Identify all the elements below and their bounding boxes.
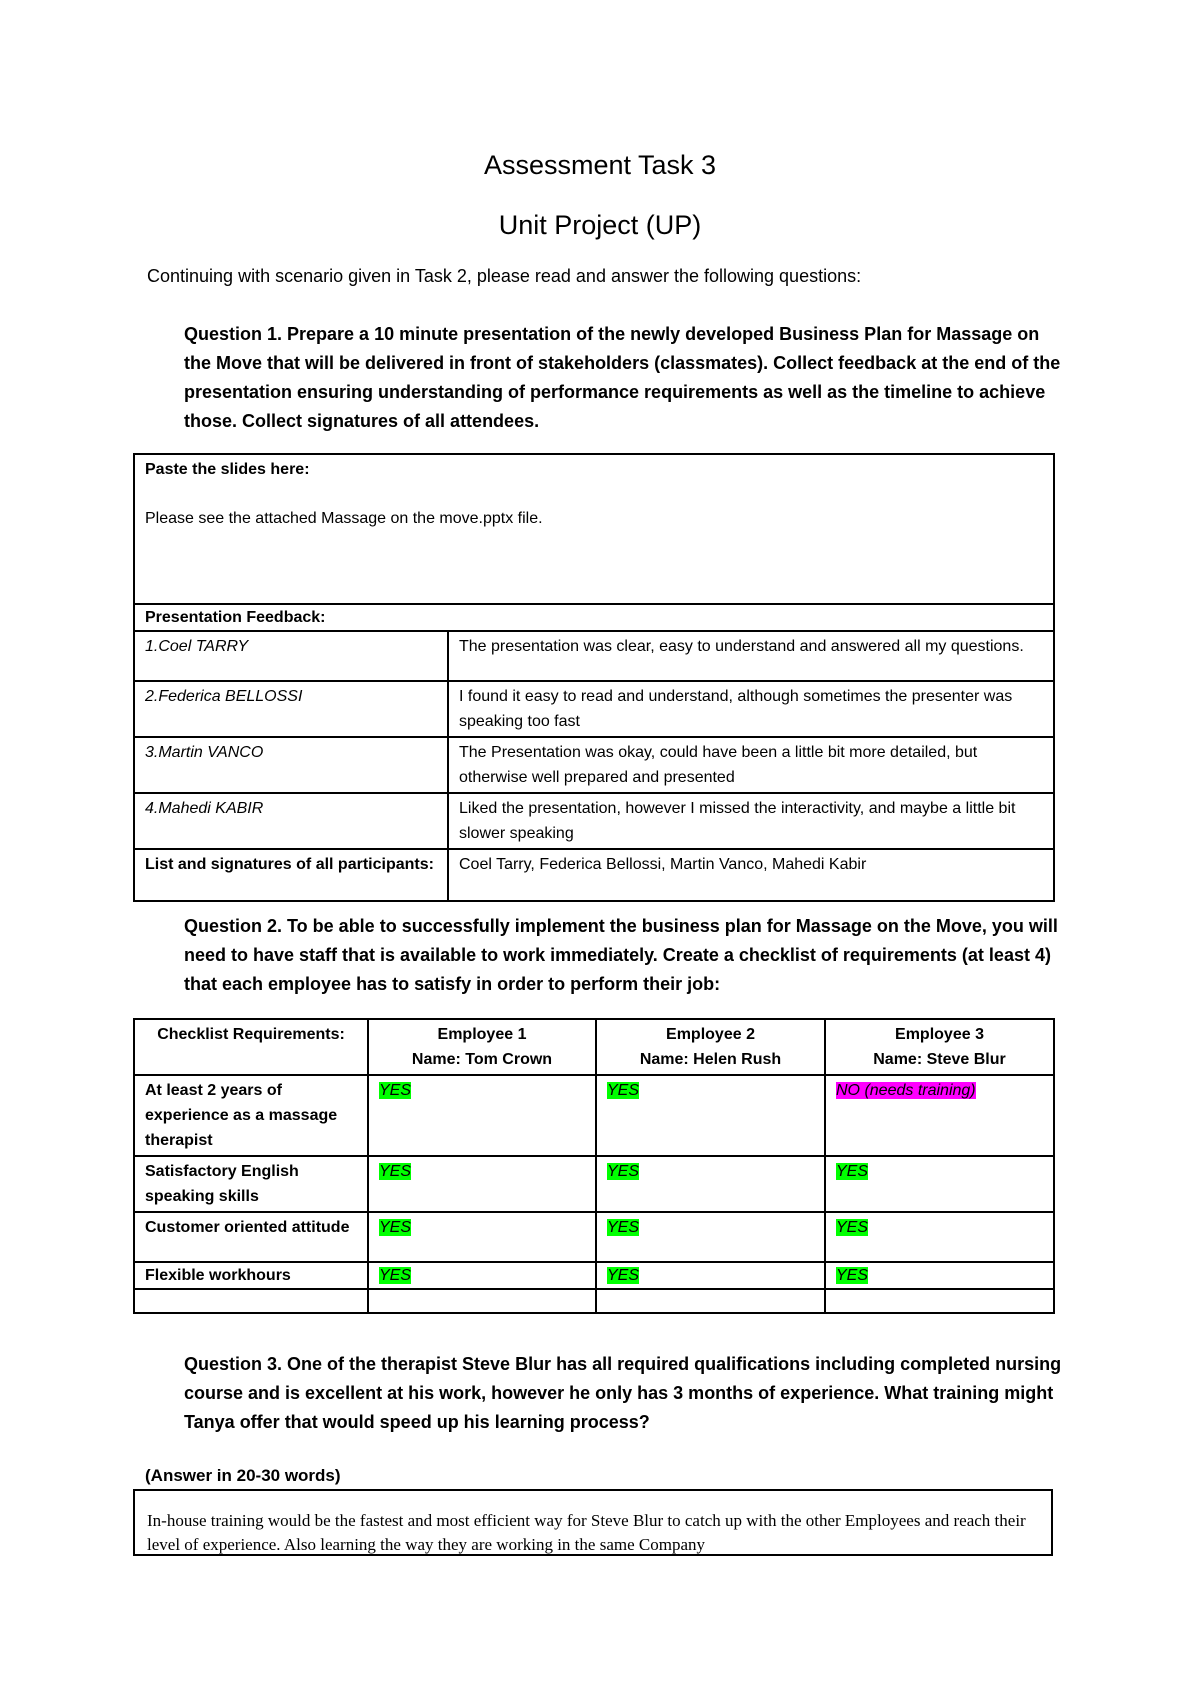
empty-cell[interactable]: [134, 1289, 368, 1313]
intro-text: Continuing with scenario given in Task 2, please read and answer the following questions:: [147, 266, 862, 286]
employee-1-header: [368, 1019, 596, 1075]
check-value: YES: [836, 1219, 869, 1236]
feedback-label: Presentation Feedback:: [134, 604, 1054, 631]
check-cell[interactable]: [596, 1212, 825, 1262]
requirement-label: At least 2 years of experience as a massage therapist: [134, 1075, 368, 1156]
check-value: YES: [607, 1267, 640, 1284]
check-cell[interactable]: [368, 1156, 596, 1212]
feedback-row: [134, 681, 1054, 737]
check-cell[interactable]: [368, 1075, 596, 1156]
feedback-comment[interactable]: I found it easy to read and understand, although sometimes the presenter was speaking too fast: [448, 681, 1054, 737]
question-3-text: Question 3. One of the therapist Steve Blur has all required qualifications including completed nursing course and is excellent at his work, however he only has 3 months of experience. What training might Tanya offer that would speed up his learning process?: [184, 1354, 1062, 1432]
slides-row: [134, 454, 1054, 604]
requirement-label: Satisfactory English speaking skills: [134, 1156, 368, 1212]
signatures-value[interactable]: Coel Tarry, Federica Bellossi, Martin Vanco, Mahedi Kabir: [448, 849, 1054, 901]
checklist-header-label: Checklist Requirements:: [134, 1019, 368, 1075]
check-value: YES: [836, 1163, 869, 1180]
feedback-comment[interactable]: The presentation was clear, easy to understand and answered all my questions.: [448, 631, 1054, 681]
checklist-row: [134, 1075, 1054, 1156]
slides-note: Please see the attached Massage on the move.pptx file.: [145, 510, 543, 527]
check-cell[interactable]: [368, 1212, 596, 1262]
page-title: Assessment Task 3: [483, 150, 717, 180]
requirement-label: Flexible workhours: [134, 1262, 368, 1289]
question-1-table: [133, 453, 1055, 902]
feedback-header-row: [134, 604, 1054, 631]
slides-label: Paste the slides here:: [145, 461, 310, 478]
employee-name: Name: Tom Crown: [411, 1051, 553, 1068]
question-2-text: Question 2. To be able to successfully implement the business plan for Massage on the Move, you will need to have staff that is available to work immediately. Create a checklist of requirements (at least 4) that each employee has to satisfy in order to perform their job:: [184, 916, 1058, 994]
check-value: YES: [379, 1267, 412, 1284]
check-value: YES: [379, 1082, 412, 1099]
checklist-table: [133, 1018, 1055, 1314]
checklist-empty-row: [134, 1289, 1054, 1313]
check-value: YES: [379, 1219, 412, 1236]
check-value: NO (needs training): [836, 1082, 976, 1099]
feedback-name: 2.Federica BELLOSSI: [134, 681, 448, 737]
checklist-row: [134, 1262, 1054, 1289]
checklist-header-row: [134, 1019, 1054, 1075]
answer-text: In-house training would be the fastest and most efficient way for Steve Blur to catch up with the other Employees and reach their level of experience. Also learning the way they are working in the same Company: [147, 1511, 1026, 1554]
feedback-name: 4.Mahedi KABIR: [134, 793, 448, 849]
signatures-label: List and signatures of all participants:: [134, 849, 448, 901]
employee-2-header: [596, 1019, 825, 1075]
empty-cell[interactable]: [368, 1289, 596, 1313]
signatures-row: [134, 849, 1054, 901]
feedback-name: 1.Coel TARRY: [134, 631, 448, 681]
employee-name: Name: Steve Blur: [873, 1051, 1006, 1068]
check-value: YES: [607, 1082, 640, 1099]
checklist-row: [134, 1212, 1054, 1262]
check-cell[interactable]: [596, 1075, 825, 1156]
feedback-row: [134, 737, 1054, 793]
check-value: YES: [607, 1219, 640, 1236]
checklist-row: [134, 1156, 1054, 1212]
check-cell[interactable]: [825, 1212, 1054, 1262]
employee-title: Employee 3: [895, 1026, 984, 1043]
check-cell[interactable]: [825, 1156, 1054, 1212]
feedback-comment[interactable]: Liked the presentation, however I missed the interactivity, and maybe a little bit slower speaking: [448, 793, 1054, 849]
requirement-label: Customer oriented attitude: [134, 1212, 368, 1262]
answer-box[interactable]: [133, 1489, 1053, 1556]
check-cell[interactable]: [825, 1262, 1054, 1289]
feedback-row: [134, 793, 1054, 849]
employee-title: Employee 1: [437, 1026, 527, 1043]
employee-title: Employee 2: [666, 1026, 755, 1043]
check-cell[interactable]: [596, 1156, 825, 1212]
question-1-text: Question 1. Prepare a 10 minute presentation of the newly developed Business Plan for Massage on the Move that will be delivered in front of stakeholders (classmates). Collect feedback at the end of the presentation ensuring understanding of performance requirements as well as the timeline to achieve those. Collect signatures of all attendees.: [184, 324, 1061, 431]
check-value: YES: [836, 1267, 869, 1284]
answer-label: (Answer in 20-30 words): [145, 1466, 341, 1485]
check-cell[interactable]: [596, 1262, 825, 1289]
feedback-row: [134, 631, 1054, 681]
check-value: YES: [379, 1163, 412, 1180]
feedback-comment[interactable]: The Presentation was okay, could have been a little bit more detailed, but otherwise well prepared and presented: [448, 737, 1054, 793]
check-cell[interactable]: [825, 1075, 1054, 1156]
check-value: YES: [607, 1163, 640, 1180]
slides-cell[interactable]: [134, 454, 1054, 604]
employee-name: Name: Helen Rush: [639, 1051, 782, 1068]
empty-cell[interactable]: [596, 1289, 825, 1313]
feedback-name: 3.Martin VANCO: [134, 737, 448, 793]
check-cell[interactable]: [368, 1262, 596, 1289]
employee-3-header: [825, 1019, 1054, 1075]
page-subtitle: Unit Project (UP): [498, 210, 702, 240]
empty-cell[interactable]: [825, 1289, 1054, 1313]
